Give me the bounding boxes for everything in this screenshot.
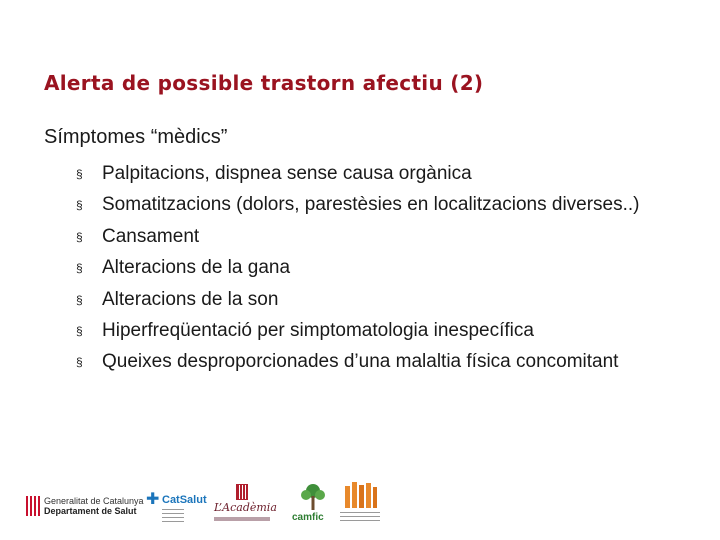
generalitat-logo-line2: Departament de Salut xyxy=(44,506,137,516)
society-logo-subtext xyxy=(340,512,380,524)
footer-logos xyxy=(0,478,720,530)
list-item-text: Hiperfreqüentació per simptomatologia inespecífica xyxy=(102,319,534,341)
list-item-text: Alteracions de la gana xyxy=(102,257,291,279)
list-item xyxy=(76,162,656,186)
cross-icon: ✚ xyxy=(146,491,160,508)
list-item xyxy=(76,225,656,249)
academia-logo xyxy=(214,484,284,528)
catsalut-logo-subtext xyxy=(162,509,184,523)
slide-subtitle: Símptomes “mèdics” xyxy=(44,126,228,148)
senyera-icon xyxy=(26,496,40,516)
figures-icon xyxy=(344,482,378,508)
academia-logo-subtext xyxy=(214,517,270,521)
academia-logo-name: L’Acadèmia xyxy=(214,501,277,514)
camfic-logo xyxy=(290,482,336,528)
crest-icon xyxy=(236,484,248,500)
bullet-icon: § xyxy=(76,261,83,276)
tree-icon xyxy=(298,482,328,512)
list-item-text: Palpitacions, dispnea sense causa orgànica xyxy=(102,163,472,184)
bullet-icon: § xyxy=(76,229,83,244)
society-logo xyxy=(340,482,384,528)
bullet-icon: § xyxy=(76,355,83,370)
list-item-text: Cansament xyxy=(102,225,200,247)
bullet-icon: § xyxy=(76,292,83,307)
bullet-icon: § xyxy=(76,198,83,213)
bullet-icon: § xyxy=(76,323,83,338)
list-item xyxy=(76,193,656,217)
generalitat-logo-line1: Generalitat de Catalunya xyxy=(44,496,144,506)
generalitat-logo xyxy=(26,494,156,518)
list-item xyxy=(76,319,656,343)
list-item-text: Queixes desproporcionades d’una malaltia física concomitant xyxy=(102,351,619,373)
slide-title: Alerta de possible trastorn afectiu (2) xyxy=(44,71,484,95)
symptom-list xyxy=(76,162,656,382)
list-item xyxy=(76,288,656,312)
bullet-icon: § xyxy=(76,167,83,181)
list-item xyxy=(76,350,656,374)
list-item-text: Alteracions de la son xyxy=(102,288,279,310)
list-item-text: Somatitzacions (dolors, parestèsies en localitzacions diverses..) xyxy=(102,194,640,216)
catsalut-logo-name: CatSalut xyxy=(162,494,207,506)
list-item xyxy=(76,256,656,280)
camfic-logo-name: camfic xyxy=(292,512,324,523)
catsalut-logo xyxy=(144,492,216,526)
